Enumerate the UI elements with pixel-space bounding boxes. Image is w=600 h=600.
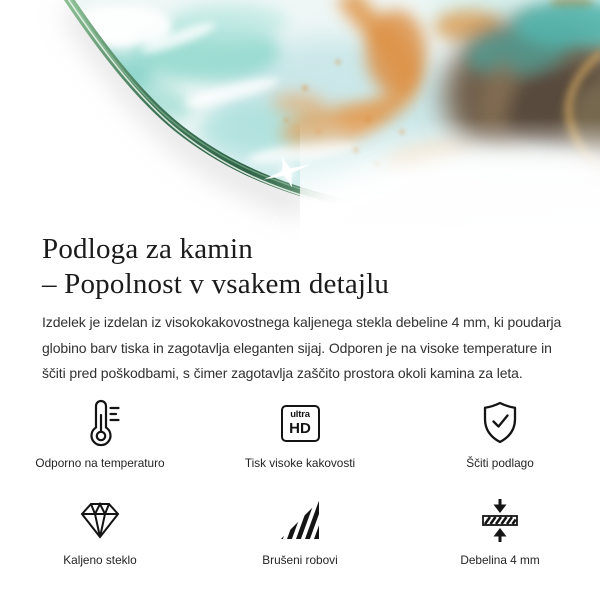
feature-label: Tisk visoke kakovosti — [244, 456, 356, 470]
diamond-icon — [77, 498, 123, 542]
ultra-hd-icon — [281, 405, 320, 442]
feature-print-quality — [200, 398, 400, 470]
glass-panel-image — [0, 0, 600, 242]
page-title — [42, 232, 389, 302]
thermometer-icon — [77, 398, 123, 448]
ultra-hd-text-bottom: HD — [289, 419, 311, 437]
thickness-arrows-icon — [477, 496, 523, 544]
feature-polished-edges — [200, 495, 400, 567]
brushed-edges-icon — [277, 497, 323, 543]
feature-label: Ščiti podlago — [466, 456, 534, 470]
feature-protects-surface — [400, 398, 600, 470]
product-photo — [0, 0, 600, 242]
product-description: Izdelek je izdelan iz visokokakovostnega kaljenega stekla debeline 4 mm, ki poudarja globino barv tiska in zagotavlja eleganten sijaj. Odporen je na visoke temperature in ščiti pred poškodbami, s čimer zagotavlja zaščito prostora okoli kamina za leta. — [42, 314, 562, 382]
title-line-2: – Popolnost v vsakem detajlu — [42, 268, 390, 300]
ultra-hd-text-top: ultra — [290, 409, 310, 421]
feature-tempered-glass — [0, 495, 200, 567]
feature-temperature-resistant — [0, 398, 200, 470]
shield-check-icon — [478, 399, 522, 447]
feature-thickness — [400, 495, 600, 567]
title-line-1: Podloga za kamin — [42, 233, 253, 265]
feature-grid — [0, 398, 600, 567]
feature-label: Debelina 4 mm — [460, 553, 540, 567]
feature-label: Kaljeno steklo — [63, 553, 137, 567]
feature-label: Brušeni robovi — [262, 553, 338, 567]
feature-label: Odporno na temperaturo — [35, 456, 165, 470]
